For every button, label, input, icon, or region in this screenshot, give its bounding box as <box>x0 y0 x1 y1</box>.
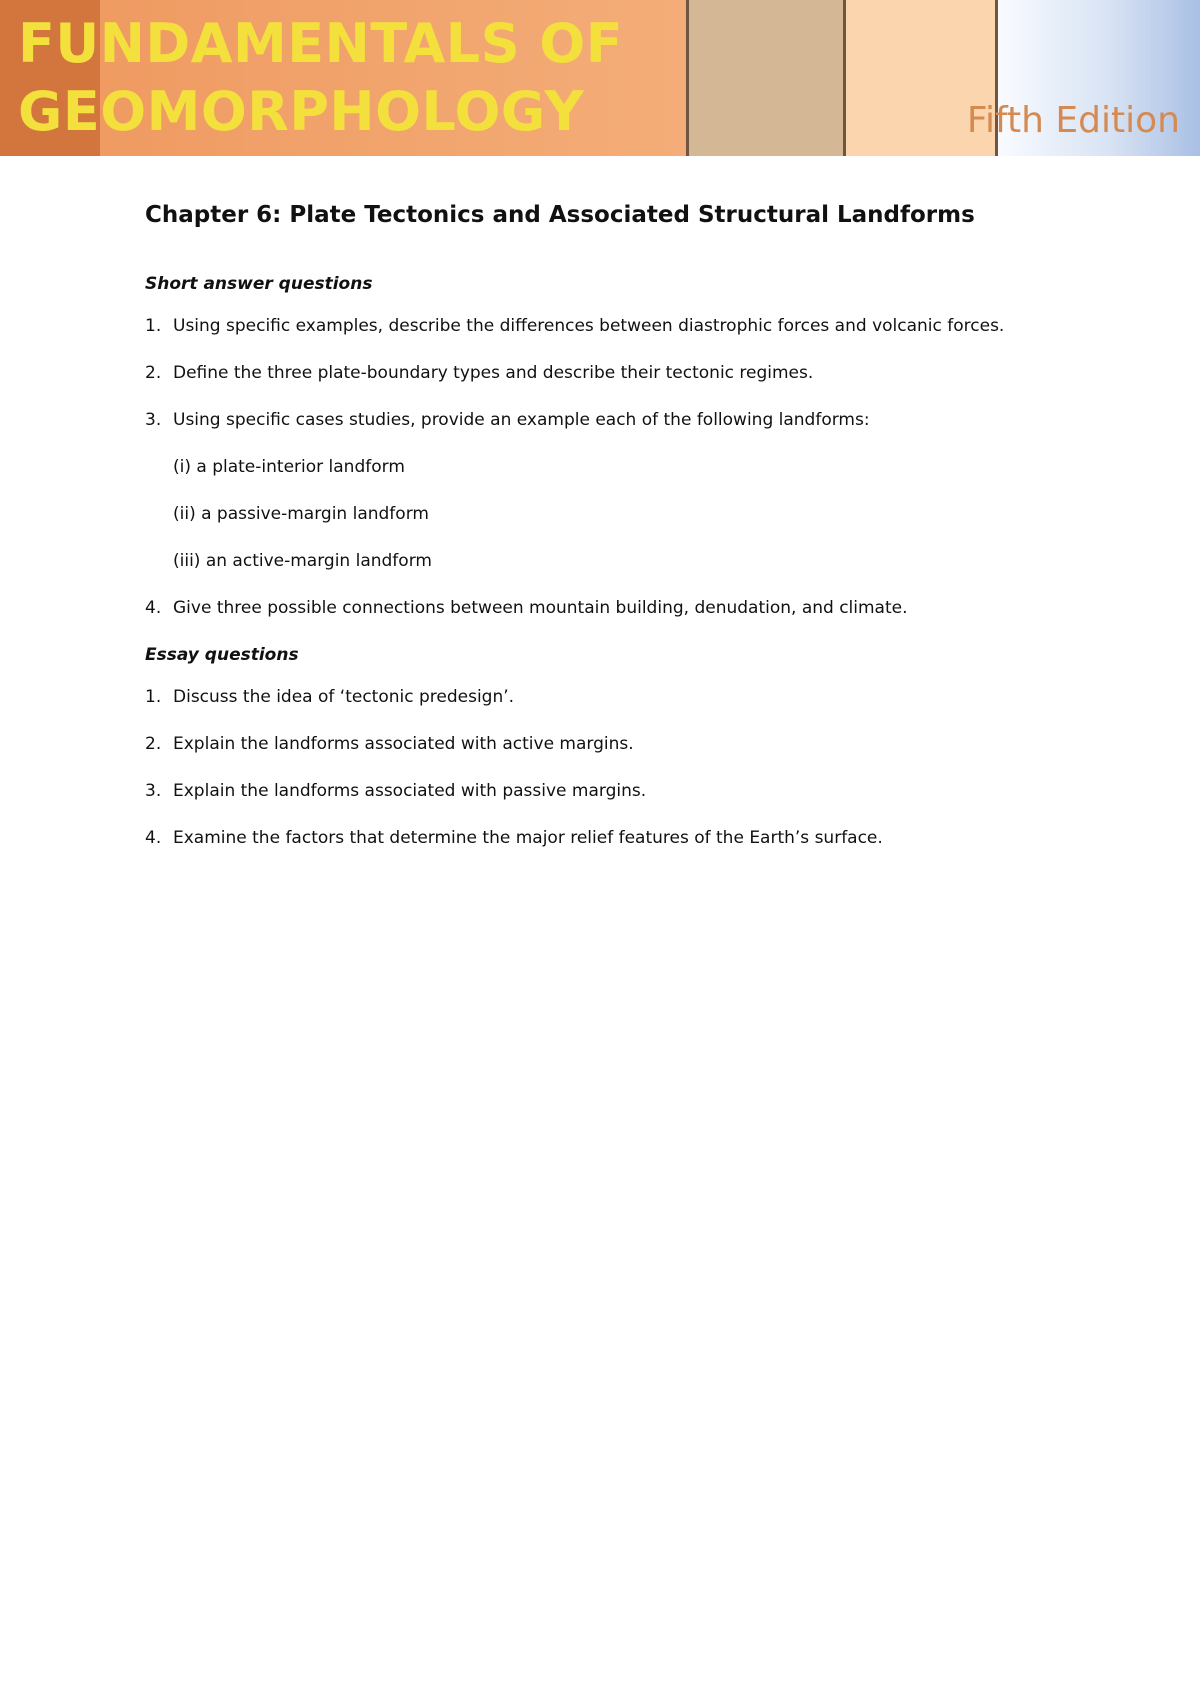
question-text: Explain the landforms associated with active margins. <box>173 734 634 754</box>
short-answer-question-1 <box>145 314 1085 338</box>
question-number: 2. <box>145 734 162 754</box>
question-text: Give three possible connections between mountain building, denudation, and climate. <box>173 598 908 618</box>
essay-section <box>145 643 1085 850</box>
banner-band-tan <box>689 0 843 156</box>
question-text: Using specific examples, describe the differences between diastrophic forces and volcanic forces. <box>173 316 1005 336</box>
short-answer-section <box>145 272 1085 620</box>
header-banner <box>0 0 1200 156</box>
essay-question-1 <box>145 685 1085 709</box>
question-text: Define the three plate-boundary types and describe their tectonic regimes. <box>173 363 814 383</box>
question-text: Discuss the idea of ‘tectonic predesign’. <box>173 687 515 707</box>
essay-question-2 <box>145 732 1085 756</box>
short-answer-question-2 <box>145 361 1085 385</box>
edition-label: Fifth Edition <box>966 100 1180 141</box>
short-answer-list <box>145 314 1085 620</box>
question-3-subitem-iii: (iii) an active-margin landform <box>173 551 432 571</box>
question-number: 2. <box>145 363 162 383</box>
question-number: 4. <box>145 598 162 618</box>
question-number: 3. <box>145 410 162 430</box>
question-3-subitem-ii: (ii) a passive-margin landform <box>173 504 429 524</box>
question-text: Using specific cases studies, provide an example each of the following landforms: <box>173 410 870 430</box>
question-number: 3. <box>145 781 162 801</box>
book-title <box>18 10 623 146</box>
question-text: Explain the landforms associated with passive margins. <box>173 781 647 801</box>
chapter-title: Chapter 6: Plate Tectonics and Associated Structural Landforms <box>145 202 975 228</box>
essay-question-3 <box>145 779 1085 803</box>
essay-question-4 <box>145 826 1085 850</box>
essay-list <box>145 685 1085 850</box>
question-number: 1. <box>145 687 162 707</box>
worksheet-content <box>145 200 1085 873</box>
question-number: 1. <box>145 316 162 336</box>
short-answer-heading: Short answer questions <box>145 274 373 294</box>
question-3-subitem-i: (i) a plate-interior landform <box>173 457 405 477</box>
question-number: 4. <box>145 828 162 848</box>
book-title-line-2: GEOMORPHOLOGY <box>18 80 585 143</box>
short-answer-question-4 <box>145 596 1085 620</box>
short-answer-question-3 <box>145 408 1085 432</box>
question-text: Examine the factors that determine the major relief features of the Earth’s surface. <box>173 828 883 848</box>
essay-heading: Essay questions <box>145 645 299 665</box>
book-title-line-1: FUNDAMENTALS OF <box>18 12 624 75</box>
